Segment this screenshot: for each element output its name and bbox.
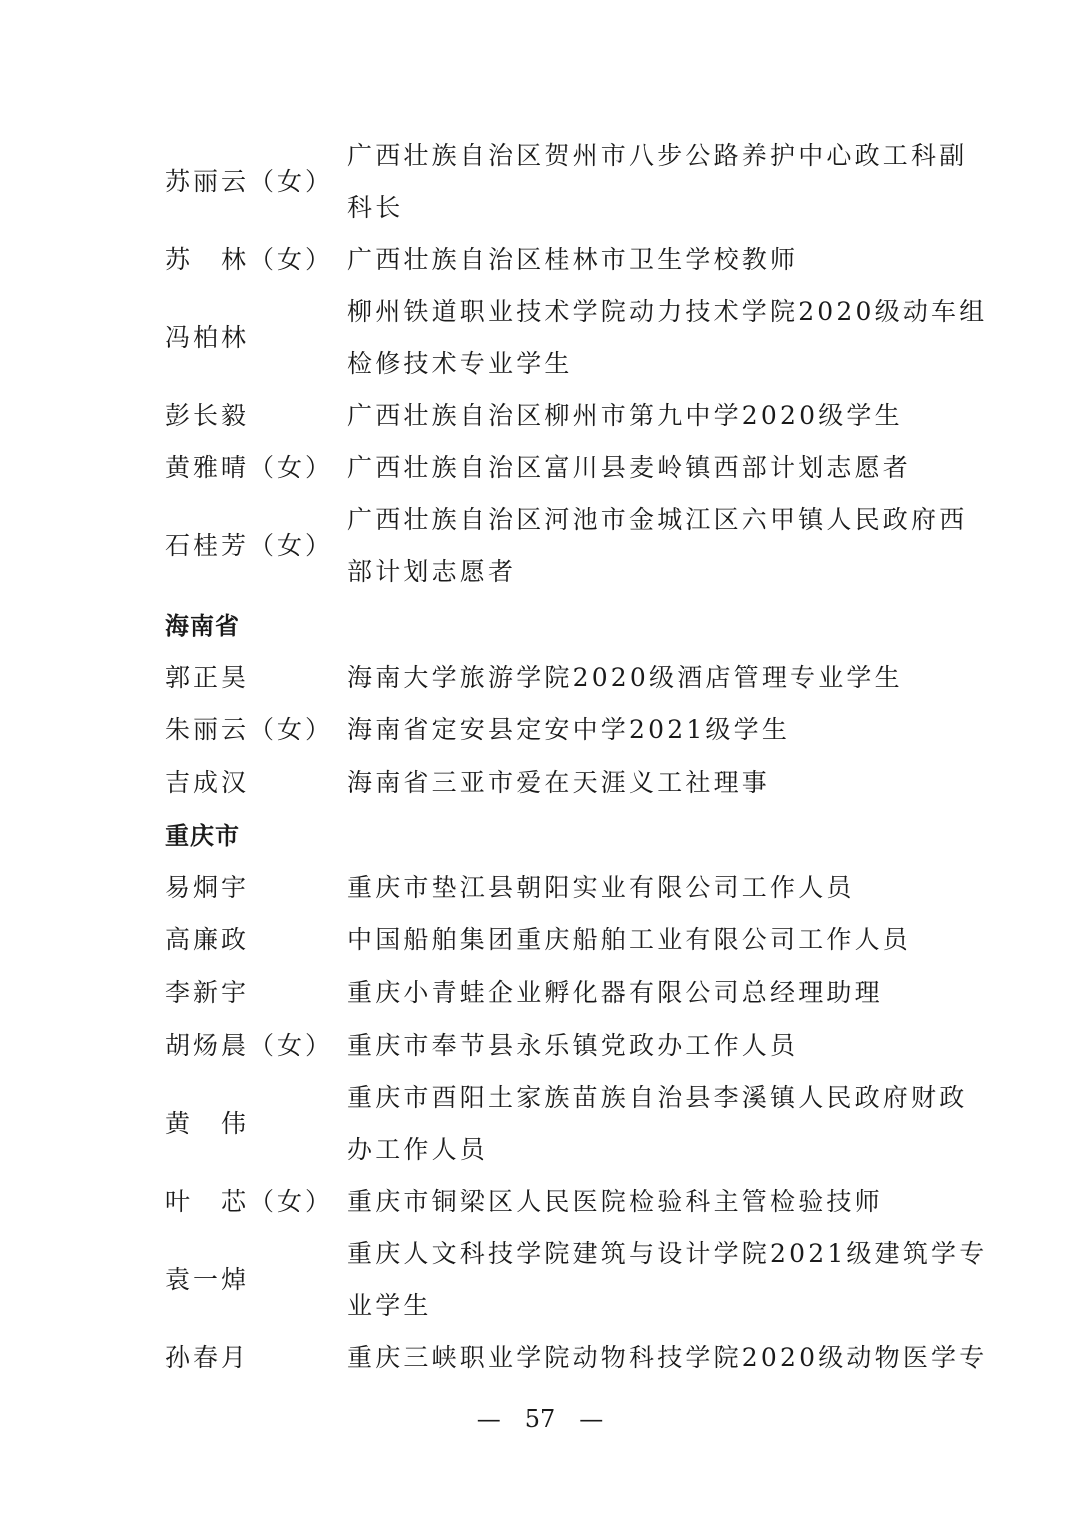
person-affiliation: 海南省三亚市爱在天涯义工社理事 — [347, 768, 771, 797]
person-name: 苏丽云（女） — [165, 167, 334, 196]
list-item — [0, 862, 1080, 914]
list-item — [0, 757, 1080, 809]
person-affiliation: 重庆人文科技学院建筑与设计学院2021级建筑学专 业学生 — [347, 1239, 988, 1320]
list-item — [0, 234, 1080, 286]
person-affiliation: 广西壮族自治区富川县麦岭镇西部计划志愿者 — [347, 453, 912, 482]
person-name: 冯柏林 — [165, 323, 250, 352]
list-item — [0, 1176, 1080, 1228]
list-item — [0, 967, 1080, 1019]
list-item — [0, 130, 1080, 234]
person-affiliation: 重庆市垫江县朝阳实业有限公司工作人员 — [347, 873, 855, 902]
person-name: 黄雅晴（女） — [165, 453, 334, 482]
person-affiliation: 重庆小青蛙企业孵化器有限公司总经理助理 — [347, 978, 883, 1007]
person-affiliation: 海南省定安县定安中学2021级学生 — [347, 715, 791, 744]
section-heading-chongqing: 重庆市 — [165, 822, 240, 850]
person-name: 高廉政 — [165, 925, 250, 954]
person-affiliation: 重庆市铜梁区人民医院检验科主管检验技师 — [347, 1187, 883, 1216]
list-item — [0, 442, 1080, 494]
person-name: 苏 林（女） — [165, 245, 334, 274]
person-name: 胡炀晨（女） — [165, 1031, 334, 1060]
person-affiliation: 广西壮族自治区贺州市八步公路养护中心政工科副 科长 — [347, 141, 968, 222]
person-name: 郭正昊 — [165, 663, 250, 692]
list-item — [0, 494, 1080, 598]
person-name: 袁一焯 — [165, 1265, 250, 1294]
person-affiliation: 广西壮族自治区桂林市卫生学校教师 — [347, 245, 799, 274]
person-affiliation: 中国船舶集团重庆船舶工业有限公司工作人员 — [347, 925, 912, 954]
person-name: 黄 伟 — [165, 1109, 250, 1138]
list-item — [0, 914, 1080, 966]
person-name: 朱丽云（女） — [165, 715, 334, 744]
list-item — [0, 1020, 1080, 1072]
person-affiliation: 重庆三峡职业学院动物科技学院2020级动物医学专 — [347, 1343, 988, 1372]
person-name: 易烔宇 — [165, 873, 250, 902]
list-item — [0, 704, 1080, 756]
person-name: 吉成汉 — [165, 768, 250, 797]
list-item — [0, 1072, 1080, 1176]
person-name: 李新宇 — [165, 978, 250, 1007]
person-affiliation: 海南大学旅游学院2020级酒店管理专业学生 — [347, 663, 903, 692]
list-item — [0, 286, 1080, 390]
person-affiliation: 广西壮族自治区河池市金城江区六甲镇人民政府西 部计划志愿者 — [347, 505, 968, 586]
list-item — [0, 1228, 1080, 1332]
person-name: 彭长毅 — [165, 401, 250, 430]
list-item — [0, 1332, 1080, 1384]
person-name: 孙春月 — [165, 1343, 250, 1372]
page-number: — 57 — — [476, 1405, 604, 1433]
person-affiliation: 重庆市酉阳土家族苗族自治县李溪镇人民政府财政 办工作人员 — [347, 1083, 968, 1164]
list-item — [0, 390, 1080, 442]
person-affiliation: 重庆市奉节县永乐镇党政办工作人员 — [347, 1031, 799, 1060]
person-name: 石桂芳（女） — [165, 531, 334, 560]
section-heading-hainan: 海南省 — [165, 612, 240, 640]
person-name: 叶 芯（女） — [165, 1187, 334, 1216]
person-affiliation: 柳州铁道职业技术学院动力技术学院2020级动车组 检修技术专业学生 — [347, 297, 988, 378]
person-affiliation: 广西壮族自治区柳州市第九中学2020级学生 — [347, 401, 903, 430]
list-item — [0, 652, 1080, 704]
